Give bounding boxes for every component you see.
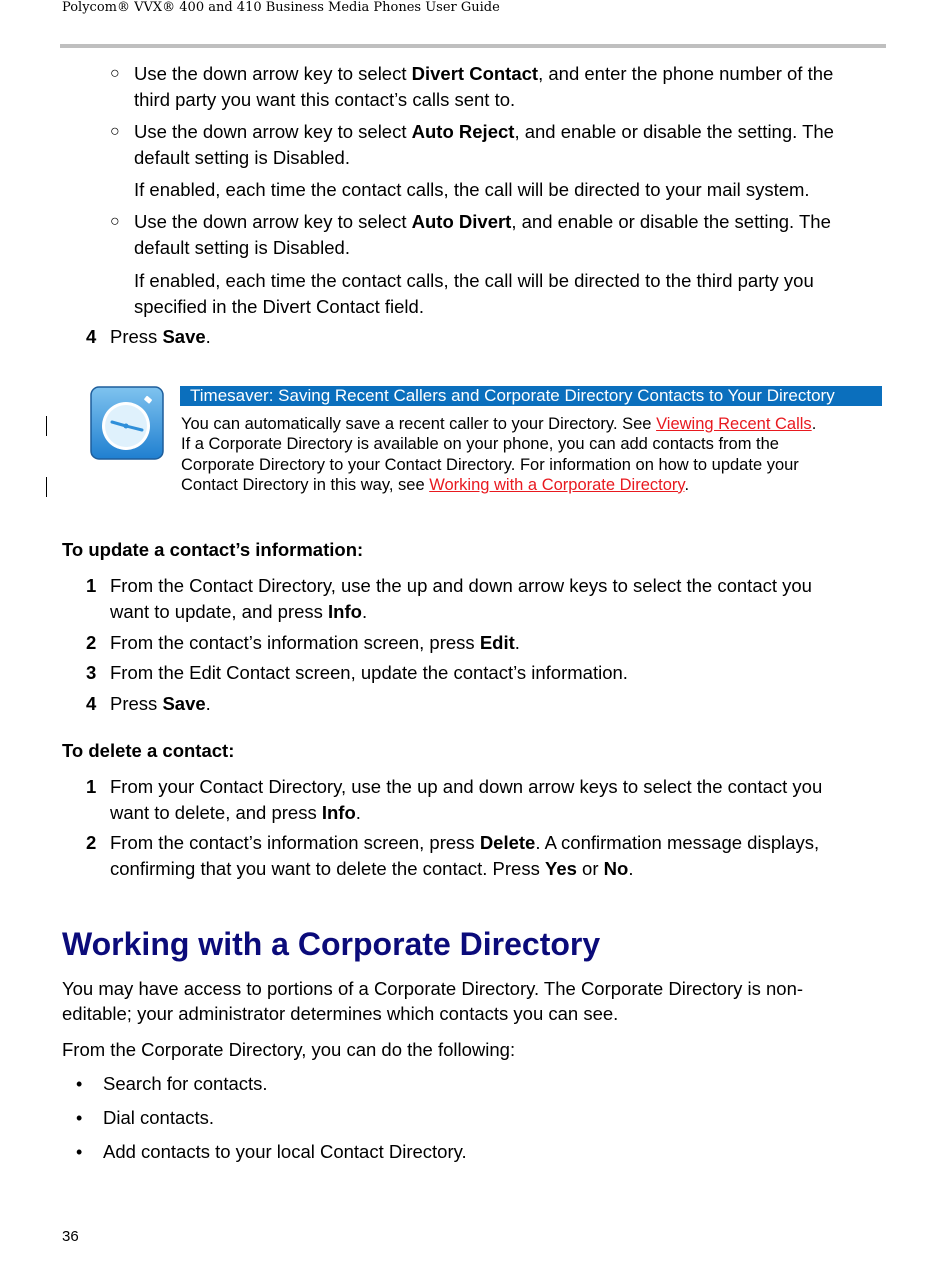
bullet-glyph: • xyxy=(76,1108,83,1128)
step-number: 4 xyxy=(86,326,97,347)
corporate-para1-line2: editable; your administrator determines which contacts you can see. xyxy=(62,1003,619,1024)
corporate-directory-link[interactable]: Working with a Corporate Directory xyxy=(429,475,685,494)
step-number: 3 xyxy=(86,662,97,683)
update-step2: From the contact’s information screen, press Edit. xyxy=(110,632,520,653)
bullet-glyph: • xyxy=(76,1142,83,1162)
bullet-glyph: • xyxy=(76,1074,83,1094)
timesaver-body: You can automatically save a recent caller to your Directory. See Viewing Recent Calls. If a Corporate Directory is available on your phone, you can add contacts from the Corporate Directory to your Contact Directory. For information on how to update your Contact Directory in this way, see Working with a Corporate Directory. xyxy=(181,414,881,495)
delete-contact-heading: To delete a contact: xyxy=(62,740,235,761)
auto-reject-line2: default setting is Disabled. xyxy=(134,147,350,168)
step-number: 2 xyxy=(86,832,97,853)
auto-reject-note: If enabled, each time the contact calls, the call will be directed to your mail system. xyxy=(134,179,810,200)
bullet-glyph: ○ xyxy=(110,123,120,140)
step-press-save: Press Save. xyxy=(110,326,211,347)
list-item: Search for contacts. xyxy=(103,1073,268,1094)
timesaver-line3: Corporate Directory to your Contact Directory. For information on how to update your xyxy=(181,455,799,474)
delete-step2-line2: confirming that you want to delete the contact. Press Yes or No. xyxy=(110,858,634,879)
delete-step1-line2: want to delete, and press Info. xyxy=(110,802,361,823)
update-contact-heading: To update a contact’s information: xyxy=(62,539,364,560)
update-step1-line1: From the Contact Directory, use the up and down arrow keys to select the contact you xyxy=(110,575,812,596)
bullet-glyph: ○ xyxy=(110,65,120,82)
bullet-glyph: ○ xyxy=(110,213,120,230)
update-step3: From the Edit Contact screen, update the contact’s information. xyxy=(110,662,628,683)
header-rule xyxy=(60,44,886,48)
list-item: Add contacts to your local Contact Directory. xyxy=(103,1141,467,1162)
update-step4: Press Save. xyxy=(110,693,211,714)
timesaver-line2: If a Corporate Directory is available on your phone, you can add contacts from the xyxy=(181,435,779,454)
auto-divert-line2: default setting is Disabled. xyxy=(134,237,350,258)
auto-divert-line1: Use the down arrow key to select Auto Divert, and enable or disable the setting. The xyxy=(134,211,831,232)
delete-step1-line1: From your Contact Directory, use the up and down arrow keys to select the contact you xyxy=(110,776,823,797)
section-heading: Working with a Corporate Directory xyxy=(62,926,601,962)
step-number: 4 xyxy=(86,693,97,714)
stopwatch-icon xyxy=(90,386,164,460)
divert-contact-line2: third party you want this contact’s calls sent to. xyxy=(134,89,516,110)
divert-contact-line1: Use the down arrow key to select Divert Contact, and enter the phone number of the xyxy=(134,63,834,84)
auto-divert-note-line2: specified in the Divert Contact field. xyxy=(134,296,424,317)
auto-reject-line1: Use the down arrow key to select Auto Reject, and enable or disable the setting. The xyxy=(134,121,834,142)
step-number: 2 xyxy=(86,632,97,653)
running-header: Polycom® VVX® 400 and 410 Business Media Phones User Guide xyxy=(62,0,500,15)
update-step1-line2: want to update, and press Info. xyxy=(110,601,368,622)
change-bar xyxy=(46,477,47,497)
viewing-recent-calls-link[interactable]: Viewing Recent Calls xyxy=(656,415,812,433)
step-number: 1 xyxy=(86,575,97,596)
page-number: 36 xyxy=(62,1228,79,1245)
timesaver-title: Timesaver: Saving Recent Callers and Corporate Directory Contacts to Your Directory xyxy=(180,386,882,406)
list-item: Dial contacts. xyxy=(103,1107,215,1128)
step-number: 1 xyxy=(86,776,97,797)
change-bar xyxy=(46,416,47,436)
auto-divert-note-line1: If enabled, each time the contact calls, the call will be directed to the third party you xyxy=(134,270,814,291)
corporate-para1-line1: You may have access to portions of a Corporate Directory. The Corporate Directory is non- xyxy=(62,978,804,999)
corporate-para2: From the Corporate Directory, you can do the following: xyxy=(62,1039,516,1060)
delete-step2-line1: From the contact’s information screen, press Delete. A confirmation message displays, xyxy=(110,832,820,853)
